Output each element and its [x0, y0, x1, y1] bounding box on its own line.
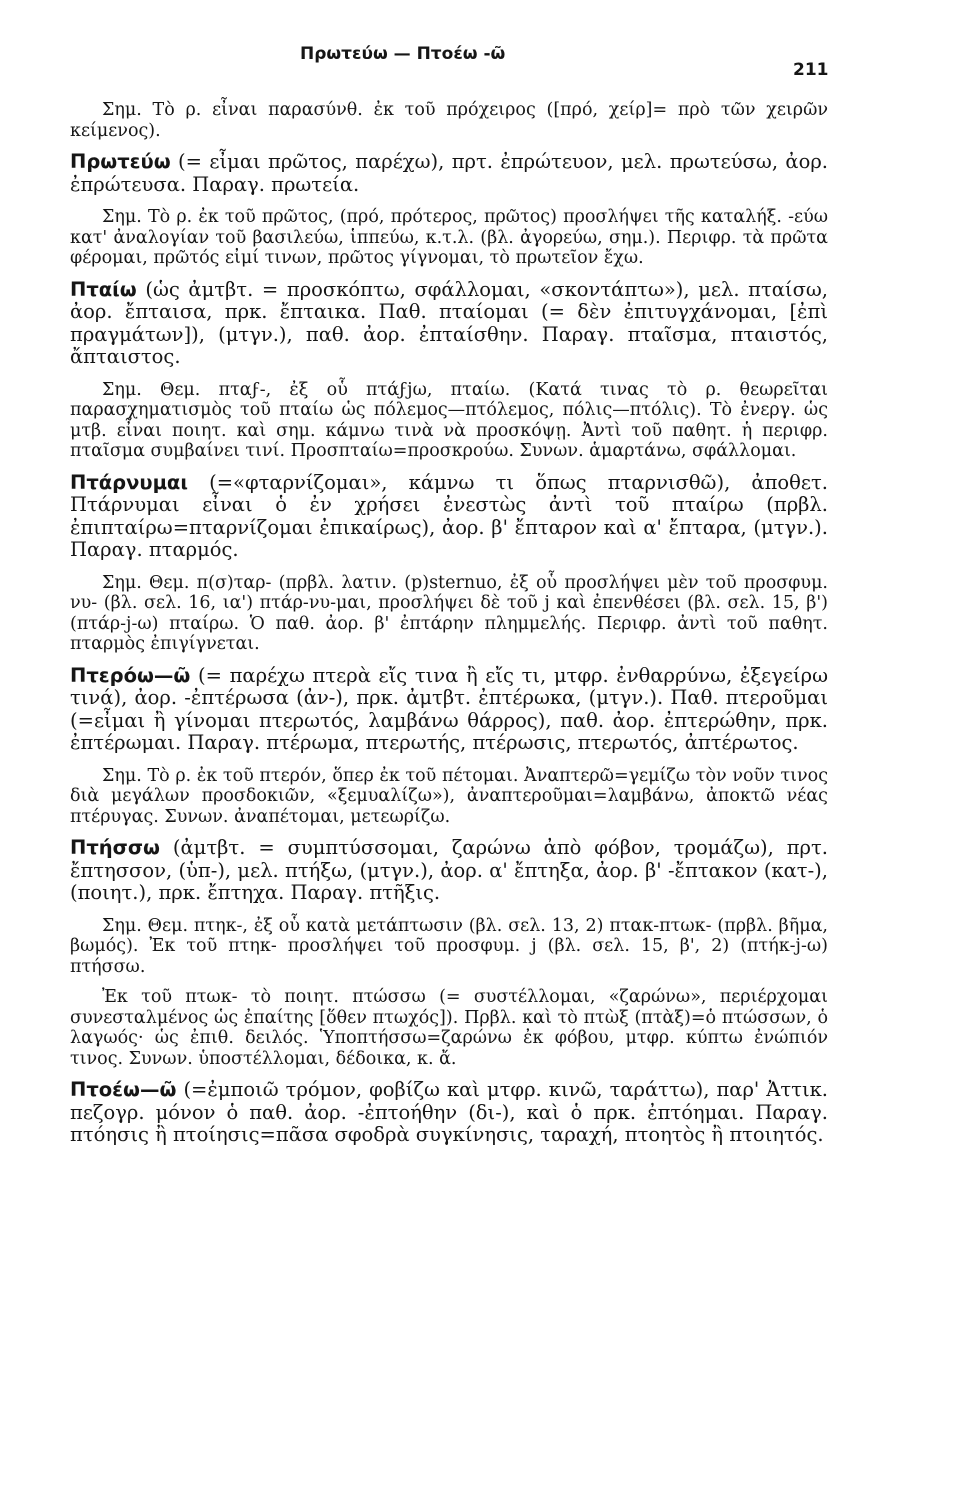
note-pteroo: [70, 766, 828, 828]
headword: Πτάρνυμαι: [70, 470, 188, 494]
headword: Πτήσσω: [70, 836, 160, 859]
headword: Πρωτεύω: [70, 150, 171, 173]
note-text: Σημ. Τὸ ρ. ἐκ τοῦ πρῶτος, (πρό, πρότερος, πρῶτος) προσλήψει τῆς καταλήξ. -εύω κατ' ἀναλογίαν τοῦ βασιλεύω, ἱππεύω, κ.τ.λ. (βλ. ἀγορεύω, σημ.). Περιφρ. τὰ πρῶτα φέρομαι, πρῶτός εἰμί τινων, πρῶτος γίγνομαι, τὸ πρωτεῖον ἔχω.: [70, 207, 828, 268]
entry-ptesso: [70, 837, 828, 905]
note-text: Σημ. Θεμ. π(σ)ταρ- (πρβλ. λατιν. (p)sternuo, ἐξ οὗ προσλήψει μὲν τοῦ προσφυμ. νυ- (βλ. σελ. 16, ια') πτάρ-νυ-μαι, προσλήψει δὲ τοῦ j καὶ ἐπενθέσει (βλ. σελ. 15, β') (πτάρ-j-ω) πταίρω. Ὁ παθ. ἀορ. β' ἐπτάρην πλημμελής. Περιφρ. ἀντὶ τοῦ παθητ. πταρμὸς ἐπιγίγνεται.: [70, 572, 828, 654]
entry-pteroo: [70, 665, 828, 755]
entry-ptoeo: [70, 1079, 828, 1147]
note-ptaio: [70, 380, 828, 462]
page-number: 211: [793, 60, 829, 80]
note-ptarnymai: [70, 573, 828, 655]
entry-text: (= εἶμαι πρῶτος, παρέχω), πρτ. ἐπρώτευον, μελ. πρωτεύσω, ἀορ. ἐπρώτευσα. Παραγ. πρωτεία.: [70, 150, 828, 196]
entry-text: (=ἐμποιῶ τρόμον, φοβίζω καὶ μτφρ. κινῶ, ταράττω), παρ' Ἀττικ. πεζογρ. μόνον ὁ παθ. ἀορ. -ἐπτοήθην (δι-), καὶ ὁ πρκ. ἐπτόημαι. Παραγ. πτόησις ἢ πτοίησις=πᾶσα σφοδρὰ συγκίνησις, ταραχή, πτοητὸς ἢ πτοιητός.: [70, 1078, 828, 1146]
note-text: Σημ. Θεμ. πτηκ-, ἐξ οὗ κατὰ μετάπτωσιν (βλ. σελ. 13, 2) πτακ-πτωκ- (πρβλ. βῆμα, βωμός). Ἐκ τοῦ πτηκ- προσλήψει τοῦ προσφυμ. j (βλ. σελ. 15, β', 2) (πτήκ-j-ω) πτήσσω.: [70, 915, 828, 977]
entry-text: (ἀμτβτ. = συμπτύσσομαι, ζαρώνω ἀπὸ φόβον, τρομάζω), πρτ. ἔπτησσον, (ὑπ-), μελ. πτήξω, (μτγν.), ἀορ. α' ἔπτηξα, ἀορ. β' -ἔπτακον (κατ-), (ποιητ.), πρκ. ἔπτηχα. Παραγ. πτῆξις.: [70, 836, 828, 904]
entry-ptarnymai: [70, 472, 828, 562]
entry-text: (= παρέχω πτερὰ εἴς τινα ἢ εἴς τι, μτφρ. ἐνθαρρύνω, ἐξεγείρω τινά), ἀορ. -ἐπτέρωσα (ἀν-), πρκ. ἀμτβτ. ἐπτέρωκα, (μτγν.). Παθ. πτεροῦμαι (=εἶμαι ἢ γίνομαι πτερωτός, λαμβάνω θάρρος), παθ. ἀορ. ἐπτερώθην, πρκ. ἐπτέρωμαι. Παραγ. πτέρωμα, πτερωτής, πτέρωσις, πτερωτός, ἀπτέρωτος.: [70, 663, 828, 754]
note-proteuo: [70, 207, 828, 269]
note-text: Σημ. Θεμ. πταϝ-, ἐξ οὗ πτάϝjω, πταίω. (Κατά τινας τὸ ρ. θεωρεῖται παρασχηματισμὸς τοῦ πταίω ὡς πόλεμος—πτόλεμος, πόλις—πτόλις). Τὸ ἐνεργ. ὡς μτβ. εἶναι ποιητ. καὶ σημ. κάμνω τινὰ νὰ προσκόψῃ. Ἀντὶ τοῦ παθητ. ἡ περιφρ. πταῖσμα συμβαίνει τινί. Προσπταίω=προσκρούω. Συνων. ἁμαρτάνω, σφάλλομαι.: [70, 379, 828, 461]
page-body: [70, 100, 828, 1158]
entry-text: (=«φταρνίζομαι», κάμνω τι ὅπως πταρνισθῶ), ἀποθετ. Πτάρνυμαι εἶναι ὁ ἐν χρήσει ἐνεστὼς ἀντὶ τοῦ πταίρω (πρβλ. ἐπιπταίρω=πταρνίζομαι ἐπικαίρως), ἀορ. β' ἔπταρον καὶ α' ἔπταρα, (μτγν.). Παραγ. πταρμός.: [70, 470, 828, 561]
note-protheiros: [70, 100, 828, 141]
headword: Πτερόω—ῶ: [70, 663, 191, 687]
entry-proteuo: [70, 151, 828, 196]
note-ptosso: [70, 987, 828, 1069]
running-title: Πρωτεύω — Πτοέω -ῶ: [300, 44, 506, 64]
entry-ptaio: [70, 279, 828, 369]
note-text: Σημ. Τὸ ρ. εἶναι παρασύνθ. ἐκ τοῦ πρόχειρος ([πρό, χείρ]= πρὸ τῶν χειρῶν κείμενος).: [70, 100, 828, 141]
note-text: Σημ. Τὸ ρ. ἐκ τοῦ πτερόν, ὅπερ ἐκ τοῦ πέτομαι. Ἀναπτερῶ=γεμίζω τὸν νοῦν τινος διὰ μεγάλων προσδοκιῶν, «ξεμυαλίζω»), ἀναπτεροῦμαι=λαμβάνω, ἀποκτῶ νέας πτέρυγας. Συνων. ἀναπέτομαι, μετεωρίζω.: [70, 765, 828, 827]
headword: Πτοέω—ῶ: [70, 1078, 177, 1101]
headword: Πταίω: [70, 277, 137, 301]
note-ptesso-theme: [70, 916, 828, 978]
note-text: Ἐκ τοῦ πτωκ- τὸ ποιητ. πτώσσω (= συστέλλομαι, «ζαρώνω», περιέρχομαι συνεσταλμένος ὡς ἐπαίτης [ὅθεν πτωχός]). Πρβλ. καὶ τὸ πτὼξ (πτὰξ)=ὁ πτώσσων, ὁ λαγωός· ὡς ἐπιθ. δειλός. Ὑποπτήσσω=ζαρώνω ἐκ φόβου, μτφρ. κύπτω ἐνώπιόν τινος. Συνων. ὑποστέλλομαι, δέδοικα, κ. ἄ.: [70, 987, 828, 1069]
entry-text: (ὡς ἀμτβτ. = προσκόπτω, σφάλλομαι, «σκοντάπτω»), μελ. πταίσω, ἀορ. ἔπταισα, πρκ. ἔπταικα. Παθ. πταίομαι (= δὲν ἐπιτυγχάνομαι, [ἐπὶ πραγμάτων]), (μτγν.), παθ. ἀορ. ἐπταίσθην. Παραγ. πταῖσμα, πταιστός, ἄπταιστος.: [70, 277, 828, 368]
